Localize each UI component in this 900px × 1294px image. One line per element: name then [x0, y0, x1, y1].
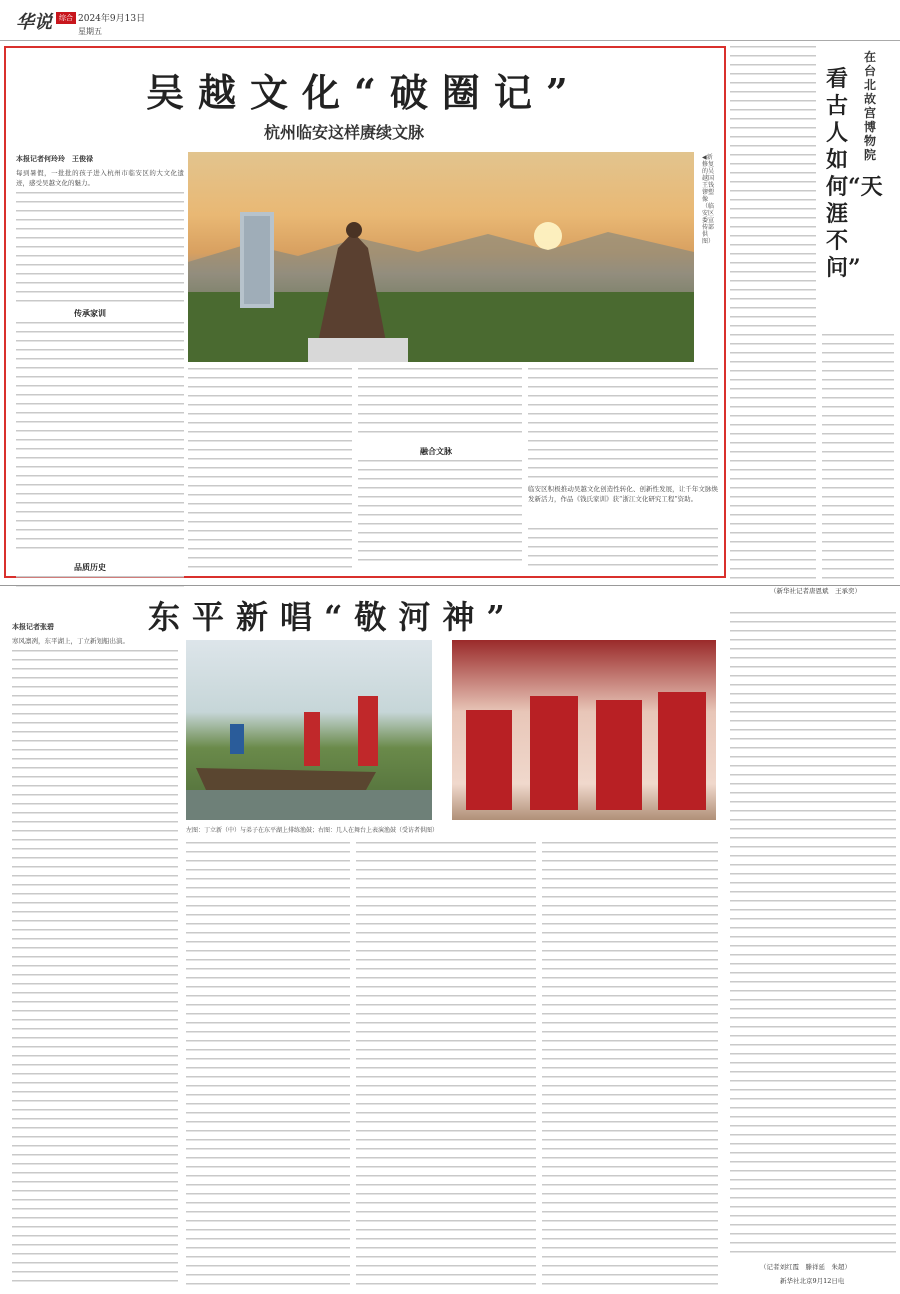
story2-photo-right	[452, 640, 716, 820]
story2-byline: 本报记者张碧	[12, 622, 54, 631]
side-credit: （新华社记者唐恩斌 王承奕）	[770, 587, 861, 595]
story1-photo-caption: ◀新修复的吴越国王钱镠塑像（临安区委宣传部供图）	[702, 154, 715, 245]
story2-footer-dateline: 新华社北京9月12日电	[780, 1277, 845, 1285]
story1-sec3: 融合文脉	[420, 446, 452, 456]
story2-photo-caption: 左图：丁立新（中）与弟子在东平湖上排练渔鼓；右图：几人在舞台上表演渔鼓（受访者供图）	[186, 827, 439, 834]
story2-footer: （记者刘红霞 滕祥延 朱超）	[760, 1263, 851, 1271]
date: 2024年9月13日	[78, 14, 146, 24]
story2-photo-left	[186, 640, 432, 820]
story1-intro: 每到暑假，一批批的孩子进入杭州市临安区的大文化遗迹，感受吴越文化的魅力。	[16, 169, 184, 187]
story1-title: 吴越文化“破圈记”	[146, 70, 582, 115]
section-badge: 综合	[56, 12, 76, 24]
story2-intro: 寒风凛冽，东平湖上，丁立新划船出演。	[12, 637, 129, 645]
story2-title: 东平新唱“敬河神”	[148, 598, 517, 636]
masthead	[12, 6, 182, 40]
story1-sec1: 传承家训	[74, 308, 106, 318]
story1-sec2: 品质历史	[74, 562, 106, 572]
story1-photo	[188, 152, 694, 362]
logo: 华说	[16, 12, 52, 33]
side-column	[730, 46, 896, 606]
weekday: 星期五	[78, 27, 102, 36]
side-title2: 看古人如何“天涯不问”	[826, 66, 883, 281]
story1-byline: 本报记者何玲玲 王俊禄	[16, 154, 93, 163]
story1-subtitle: 杭州临安这样赓续文脉	[264, 123, 425, 142]
story1-closing: 临安区积极推动吴越文化创造性转化、创新性发展，让千年文脉焕发新活力，作品《钱氏家训》获“浙江文化研究工程”资助。	[528, 485, 718, 503]
side-title1: 在台北故宫博物院	[864, 50, 877, 162]
story1-frame	[4, 46, 726, 578]
